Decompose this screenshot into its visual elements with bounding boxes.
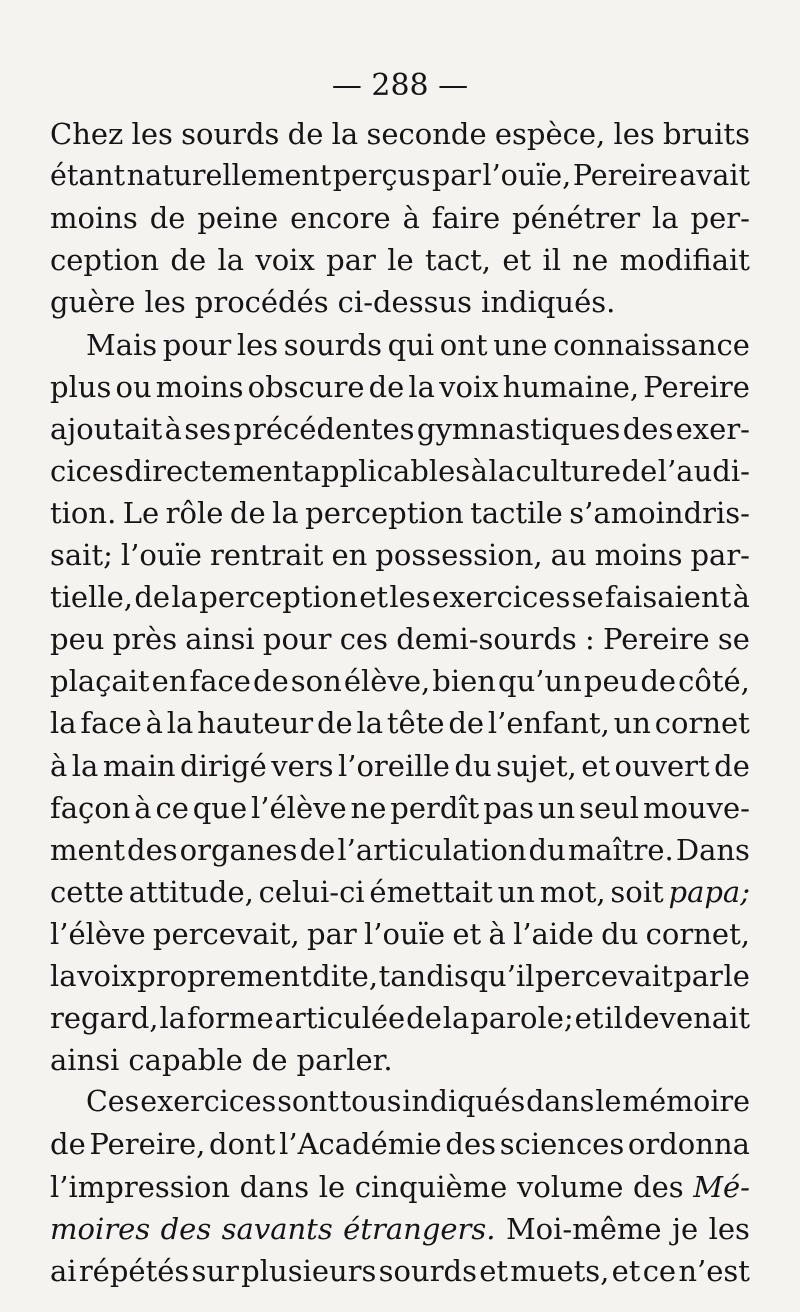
word: cices bbox=[50, 453, 124, 488]
word: du bbox=[454, 748, 492, 783]
word: la bbox=[166, 706, 194, 741]
italic-word: des bbox=[160, 1211, 212, 1246]
word: une bbox=[493, 327, 548, 362]
word: à bbox=[470, 453, 488, 488]
word: répétés bbox=[78, 1253, 190, 1288]
word: de bbox=[170, 243, 207, 278]
word: l’élève bbox=[251, 790, 347, 825]
word: les bbox=[144, 285, 186, 320]
word: ses bbox=[184, 411, 232, 446]
word: un bbox=[537, 790, 576, 825]
word: plaçait bbox=[50, 664, 150, 699]
word: voix bbox=[77, 959, 137, 993]
word: Pereire bbox=[572, 159, 678, 193]
text-line bbox=[50, 660, 750, 702]
word: de bbox=[299, 832, 336, 867]
word: mot, bbox=[539, 874, 606, 909]
word: de bbox=[287, 117, 324, 151]
text-line bbox=[50, 997, 750, 1039]
word: directement bbox=[124, 453, 304, 488]
word: attitude, bbox=[128, 874, 254, 909]
italic-word: savants bbox=[221, 1211, 333, 1246]
word: ordonna bbox=[627, 1127, 750, 1162]
word: Dans bbox=[675, 832, 750, 867]
word: percevait, bbox=[152, 916, 300, 951]
word: sciences bbox=[499, 1127, 625, 1162]
word: encore bbox=[290, 201, 391, 236]
word: en bbox=[151, 664, 188, 699]
word: moins bbox=[155, 369, 244, 404]
word: la bbox=[442, 1001, 470, 1036]
word: cornet bbox=[654, 706, 750, 741]
word: et bbox=[502, 243, 532, 278]
word: exercices bbox=[432, 580, 571, 615]
word: ainsi bbox=[185, 622, 255, 657]
word: parler. bbox=[296, 1043, 393, 1078]
word: la bbox=[408, 369, 435, 404]
word: mémoire bbox=[622, 1085, 750, 1119]
word: tandis bbox=[378, 959, 469, 993]
word: regard, bbox=[50, 1001, 159, 1036]
word: de bbox=[149, 201, 186, 236]
word: face bbox=[80, 706, 142, 741]
word: ai bbox=[50, 1253, 77, 1288]
word: ajoutait bbox=[50, 411, 163, 446]
word: ainsi bbox=[50, 1043, 120, 1078]
text-line bbox=[50, 1166, 750, 1208]
text-line bbox=[50, 576, 750, 618]
text-line bbox=[50, 366, 750, 408]
word: la bbox=[356, 706, 384, 741]
word: per- bbox=[690, 201, 750, 236]
text-line bbox=[50, 913, 750, 955]
word: de bbox=[406, 1001, 442, 1036]
word: par bbox=[432, 159, 481, 193]
word: l’impression bbox=[50, 1169, 231, 1204]
word: indiqués. bbox=[481, 285, 616, 320]
word: exercices bbox=[140, 1085, 277, 1119]
word: à bbox=[164, 411, 182, 446]
word: la bbox=[652, 201, 679, 236]
text-line bbox=[50, 702, 750, 744]
word: la bbox=[217, 243, 245, 278]
text-line bbox=[86, 324, 750, 366]
word: modifiait bbox=[619, 243, 750, 278]
italic-word: étrangers. bbox=[343, 1211, 496, 1246]
word: sourds bbox=[283, 327, 383, 362]
text-line bbox=[50, 492, 750, 534]
text-line bbox=[50, 534, 750, 576]
word: du bbox=[601, 916, 639, 951]
word: moins bbox=[50, 201, 138, 236]
word: indiqués bbox=[402, 1085, 526, 1119]
text-line bbox=[50, 745, 750, 787]
word: étant bbox=[50, 159, 126, 193]
word: percevait bbox=[535, 959, 673, 993]
word: gymnastiques bbox=[416, 411, 621, 446]
word: émettait bbox=[369, 874, 493, 909]
word: sont bbox=[277, 1085, 339, 1119]
word: l’ouïe bbox=[364, 916, 446, 951]
word: le bbox=[318, 1169, 346, 1204]
word: à bbox=[732, 580, 750, 615]
word: de bbox=[448, 706, 485, 741]
word: naturellement bbox=[126, 159, 332, 193]
word: côté, bbox=[678, 664, 750, 699]
word: ment bbox=[50, 832, 125, 867]
word: les bbox=[613, 117, 655, 151]
word: et bbox=[574, 1001, 604, 1036]
word: ouvert bbox=[614, 748, 710, 783]
word: perçus bbox=[332, 159, 431, 193]
word: seconde bbox=[366, 117, 487, 151]
word: de bbox=[316, 706, 353, 741]
word: la bbox=[488, 453, 515, 488]
word: l’ouïe bbox=[120, 538, 202, 572]
word: à bbox=[488, 916, 506, 951]
word: forme bbox=[186, 1001, 274, 1036]
word: applicables bbox=[303, 453, 471, 488]
word: et bbox=[581, 748, 611, 783]
word: tielle, bbox=[50, 580, 134, 615]
word: peine bbox=[197, 201, 279, 236]
word: ces bbox=[339, 622, 388, 657]
word: à bbox=[50, 748, 68, 783]
word: les bbox=[131, 117, 173, 151]
word: faire bbox=[431, 201, 501, 236]
word: à bbox=[145, 706, 163, 741]
word: capable bbox=[128, 1043, 243, 1078]
word: volume bbox=[516, 1169, 624, 1204]
word: dirigé bbox=[180, 748, 267, 783]
word: il bbox=[542, 243, 562, 278]
word: voix bbox=[439, 369, 499, 404]
word: parole; bbox=[470, 1001, 574, 1036]
text-line bbox=[50, 1250, 750, 1292]
word: et bbox=[452, 916, 482, 951]
word: de bbox=[621, 453, 658, 488]
word: muets, bbox=[510, 1253, 610, 1288]
word: la bbox=[272, 495, 299, 530]
text-line bbox=[50, 787, 750, 829]
text-line bbox=[50, 871, 750, 913]
word: de bbox=[50, 1127, 86, 1162]
word: Pereire bbox=[643, 369, 750, 404]
word: de bbox=[368, 369, 405, 404]
text-line bbox=[86, 1081, 750, 1123]
word: par bbox=[673, 959, 723, 993]
word: des bbox=[445, 1127, 497, 1162]
word: Ces bbox=[86, 1085, 140, 1119]
text-line bbox=[50, 408, 750, 450]
word: culture bbox=[515, 453, 622, 488]
word: faisaient bbox=[605, 580, 732, 615]
word: guère bbox=[50, 285, 136, 320]
word: Moi-même bbox=[505, 1211, 662, 1246]
word: bien bbox=[432, 664, 496, 699]
word: organes bbox=[179, 832, 298, 867]
word: procédés bbox=[194, 285, 329, 320]
word: qu’il bbox=[469, 959, 535, 993]
italic-word: papa; bbox=[668, 874, 750, 909]
word: et bbox=[479, 1253, 509, 1288]
word: l’articulation bbox=[337, 832, 527, 867]
text-line bbox=[50, 829, 750, 871]
word: peu bbox=[583, 664, 639, 699]
word: il bbox=[604, 1001, 623, 1036]
word: au bbox=[550, 538, 587, 572]
word: l’audi- bbox=[657, 453, 750, 488]
italic-word: Mé- bbox=[693, 1169, 750, 1204]
word: façon bbox=[50, 790, 131, 825]
word: élève, bbox=[343, 664, 431, 699]
word: dans bbox=[239, 1169, 310, 1204]
word: ce bbox=[642, 1253, 677, 1288]
word: ne bbox=[572, 243, 609, 278]
italic-word: moires bbox=[50, 1211, 151, 1246]
word: et bbox=[611, 1253, 641, 1288]
word: la bbox=[331, 117, 359, 151]
word: la bbox=[159, 1001, 187, 1036]
word: de bbox=[229, 495, 266, 530]
word: se bbox=[717, 622, 750, 657]
word: par bbox=[307, 916, 357, 951]
word: pas bbox=[483, 790, 534, 825]
word: maître. bbox=[567, 832, 674, 867]
word: un bbox=[613, 706, 651, 741]
text-line bbox=[50, 113, 750, 155]
text-line bbox=[50, 450, 750, 492]
word: soit bbox=[610, 874, 664, 909]
word: à bbox=[134, 790, 152, 825]
word: humaine, bbox=[502, 369, 640, 404]
word: plus bbox=[50, 369, 112, 404]
word: ont bbox=[439, 327, 488, 362]
word: tactile bbox=[470, 495, 563, 530]
text-line bbox=[50, 197, 750, 239]
text-line bbox=[50, 618, 750, 660]
word: espèce, bbox=[494, 117, 606, 151]
word: hauteur bbox=[197, 706, 314, 741]
word: pour bbox=[262, 622, 332, 657]
word: pénétrer bbox=[512, 201, 641, 236]
word: ne bbox=[350, 790, 387, 825]
word: ce bbox=[155, 790, 189, 825]
word: de bbox=[134, 580, 171, 615]
word: que bbox=[192, 790, 248, 825]
word: l’oreille bbox=[337, 748, 450, 783]
text-line bbox=[50, 1208, 750, 1250]
word: ci-dessus bbox=[337, 285, 473, 320]
word: sujet, bbox=[496, 748, 577, 783]
word: en bbox=[331, 538, 368, 572]
word: bruits bbox=[663, 117, 750, 151]
word: les bbox=[236, 327, 279, 362]
word: avait bbox=[679, 159, 750, 193]
word: Chez bbox=[50, 117, 124, 151]
word: connaissance bbox=[553, 327, 750, 362]
word: Pereire bbox=[603, 622, 710, 657]
word: le bbox=[723, 959, 750, 993]
word: plusieurs bbox=[241, 1253, 377, 1288]
word: rôle bbox=[165, 495, 224, 530]
word: rentrait bbox=[209, 538, 324, 572]
text-line bbox=[50, 281, 750, 323]
word: cette bbox=[50, 874, 124, 909]
word: dans bbox=[526, 1085, 595, 1119]
word: cornet, bbox=[645, 916, 750, 951]
word: un bbox=[497, 874, 535, 909]
word: près bbox=[112, 622, 178, 657]
word: voix bbox=[255, 243, 315, 278]
word: perdît bbox=[390, 790, 480, 825]
word: devenait bbox=[623, 1001, 750, 1036]
word: précédentes bbox=[233, 411, 415, 446]
word: de bbox=[640, 664, 677, 699]
word: des bbox=[633, 1169, 684, 1204]
text-line bbox=[50, 1123, 750, 1165]
word: proprement bbox=[137, 959, 312, 993]
word: articulée bbox=[274, 1001, 406, 1036]
word: n’est bbox=[678, 1253, 750, 1288]
word: l’Académie bbox=[279, 1127, 442, 1162]
word: possession, bbox=[375, 538, 543, 572]
word: demi-sourds bbox=[396, 622, 577, 657]
word: perception bbox=[199, 580, 358, 615]
word: Mais bbox=[86, 327, 158, 362]
word: la bbox=[50, 959, 77, 993]
word: sourds bbox=[181, 117, 280, 151]
word: peu bbox=[50, 622, 105, 657]
word: de bbox=[251, 1043, 288, 1078]
word: du bbox=[528, 832, 566, 867]
word: l’ouïe, bbox=[482, 159, 572, 193]
text-line bbox=[50, 155, 750, 197]
word: dont bbox=[209, 1127, 276, 1162]
word: sait; bbox=[50, 538, 113, 572]
word: des bbox=[127, 832, 178, 867]
word: tion. bbox=[50, 495, 117, 530]
word: le bbox=[595, 1085, 622, 1119]
word: tous bbox=[339, 1085, 402, 1119]
word: perception bbox=[305, 495, 464, 530]
text-line bbox=[50, 955, 750, 997]
word: ception bbox=[50, 243, 160, 278]
word: la bbox=[50, 706, 77, 741]
word: sur bbox=[191, 1253, 239, 1288]
word: et bbox=[359, 580, 389, 615]
text-line bbox=[50, 1039, 750, 1081]
word: son bbox=[290, 664, 342, 699]
word: celui-ci bbox=[258, 874, 365, 909]
word: des bbox=[622, 411, 674, 446]
word: à bbox=[402, 201, 420, 236]
word: seul bbox=[579, 790, 640, 825]
word: tact, bbox=[424, 243, 492, 278]
word: vers bbox=[271, 748, 334, 783]
text-line bbox=[50, 239, 750, 281]
word: qui bbox=[387, 327, 435, 362]
word: la bbox=[171, 580, 198, 615]
word: par bbox=[326, 243, 376, 278]
word: tête bbox=[386, 706, 445, 741]
word: dite, bbox=[312, 959, 379, 993]
word: par- bbox=[690, 538, 750, 572]
word: obscure bbox=[247, 369, 365, 404]
word: sourds bbox=[378, 1253, 477, 1288]
word: l’enfant, bbox=[487, 706, 610, 741]
word: mouve- bbox=[642, 790, 750, 825]
word: l’élève bbox=[50, 916, 146, 951]
word: les bbox=[708, 1211, 750, 1246]
word: face bbox=[189, 664, 251, 699]
word: qu’un bbox=[498, 664, 582, 699]
page-number: — 288 — bbox=[331, 68, 469, 103]
word: pour bbox=[162, 327, 232, 362]
word: main bbox=[102, 748, 176, 783]
word: : bbox=[585, 622, 595, 657]
word: moins bbox=[594, 538, 683, 572]
word: le bbox=[387, 243, 414, 278]
word: Pereire, bbox=[89, 1127, 206, 1162]
word: de bbox=[714, 748, 750, 783]
word: s’amoindris- bbox=[569, 495, 750, 530]
word: ou bbox=[115, 369, 152, 404]
word: Le bbox=[122, 495, 160, 530]
word: l’aide bbox=[513, 916, 594, 951]
word: exer- bbox=[675, 411, 750, 446]
word: se bbox=[571, 580, 604, 615]
word: cinquième bbox=[354, 1169, 508, 1204]
word: je bbox=[671, 1211, 699, 1246]
word: de bbox=[253, 664, 289, 699]
word: la bbox=[71, 748, 99, 783]
word: les bbox=[389, 580, 431, 615]
